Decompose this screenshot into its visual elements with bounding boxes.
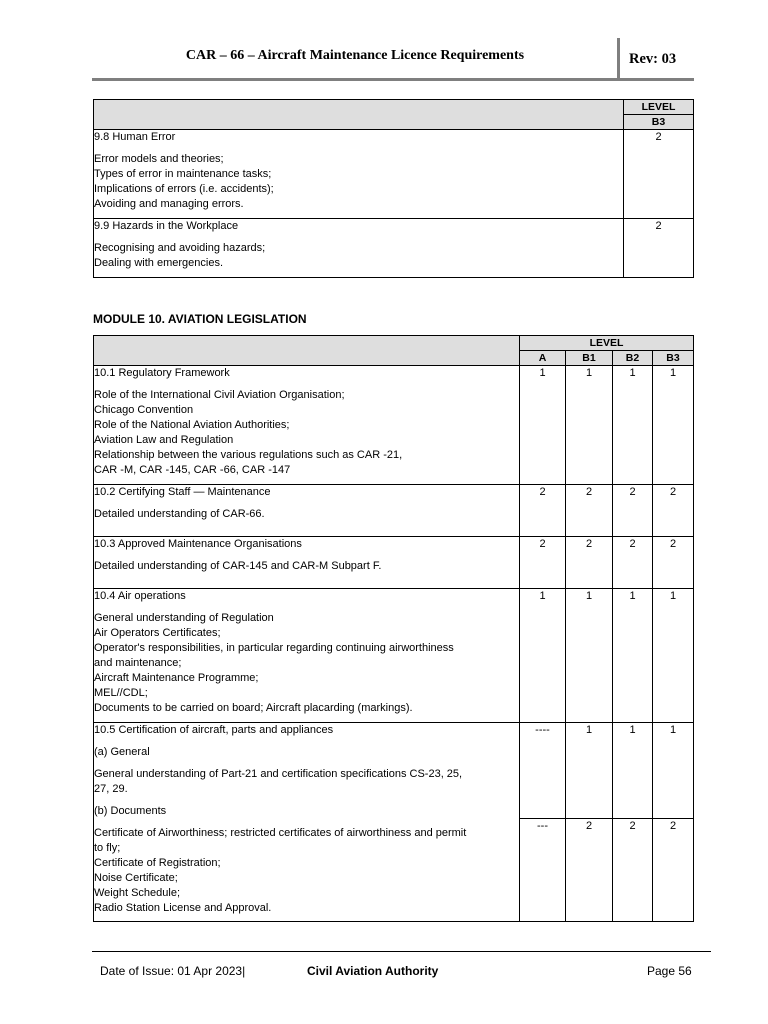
level-header: LEVEL: [520, 336, 694, 351]
topic-line: 27, 29.: [94, 783, 128, 795]
topic-line: Dealing with emergencies.: [94, 257, 224, 269]
level-value-b2: 1: [613, 589, 653, 723]
table-row: [94, 589, 694, 723]
level-value-b1: 1: [566, 366, 613, 485]
level-value-b1: 1: [566, 723, 613, 819]
topic-line: Role of the National Aviation Authorities;: [94, 419, 290, 431]
table-row: [94, 485, 694, 537]
level-header: LEVEL: [624, 100, 694, 115]
column-header-b2: B2: [613, 351, 653, 366]
column-header-a: A: [520, 351, 566, 366]
topic-line: Aviation Law and Regulation: [94, 434, 234, 446]
column-header-b3: B3: [653, 351, 694, 366]
table-header-blank: [94, 336, 520, 366]
topic-line: Documents to be carried on board; Aircraft placarding (markings).: [94, 702, 413, 714]
topic-cell: [94, 219, 624, 278]
column-header-b3: B3: [624, 115, 694, 130]
issue-date: Date of Issue: 01 Apr 2023|: [100, 964, 246, 978]
level-value-b1: 2: [566, 819, 613, 922]
level-value: 2: [624, 219, 694, 278]
topic-cell: [94, 485, 520, 537]
level-value: 2: [624, 130, 694, 219]
level-value-b3: 1: [653, 589, 694, 723]
topic-line: Relationship between the various regulations such as CAR -21,: [94, 449, 403, 461]
level-value-a: 1: [520, 589, 566, 723]
topic-line: General understanding of Part-21 and certification specifications CS-23, 25,: [94, 768, 463, 780]
topic-title: 10.2 Certifying Staff — Maintenance: [94, 486, 271, 498]
topic-line: Radio Station License and Approval.: [94, 902, 272, 914]
topic-title: 10.3 Approved Maintenance Organisations: [94, 538, 302, 550]
level-value-b3: 2: [653, 537, 694, 589]
document-title: CAR – 66 – Aircraft Maintenance Licence Requirements: [185, 48, 525, 63]
header-rule: [92, 78, 694, 81]
topic-line: Detailed understanding of CAR-145 and CAR-M Subpart F.: [94, 560, 382, 572]
table-row: [94, 537, 694, 589]
topic-line: Types of error in maintenance tasks;: [94, 168, 272, 180]
level-value-b2: 2: [613, 819, 653, 922]
footer-rule: [92, 951, 711, 952]
topic-line: Implications of errors (i.e. accidents);: [94, 183, 274, 195]
level-value-a: ----: [520, 723, 566, 819]
topic-cell: [94, 589, 520, 723]
topic-line: Certificate of Registration;: [94, 857, 221, 869]
topic-cell: [94, 723, 520, 922]
module10-table: [93, 335, 694, 922]
level-value-a: 1: [520, 366, 566, 485]
subsection-heading: (b) Documents: [94, 805, 167, 817]
level-value-b2: 2: [613, 485, 653, 537]
topic-line: CAR -M, CAR -145, CAR -66, CAR -147: [94, 464, 291, 476]
table-row: [94, 130, 694, 219]
table-row: [94, 723, 694, 819]
column-header-b1: B1: [566, 351, 613, 366]
topic-line: Operator's responsibilities, in particular regarding continuing airworthiness: [94, 642, 454, 654]
topic-title: 10.1 Regulatory Framework: [94, 367, 230, 379]
table-row: [94, 219, 694, 278]
topic-line: Error models and theories;: [94, 153, 224, 165]
level-value-b3: 2: [653, 485, 694, 537]
topic-line: Noise Certificate;: [94, 872, 178, 884]
table-row: [94, 366, 694, 485]
module-heading: MODULE 10. AVIATION LEGISLATION: [93, 312, 307, 326]
revision-label: Rev: 03: [629, 51, 677, 67]
level-value-b2: 2: [613, 537, 653, 589]
header-divider: [617, 38, 620, 80]
level-value-b3: 1: [653, 366, 694, 485]
level-value-b3: 1: [653, 723, 694, 819]
topic-line: Detailed understanding of CAR-66.: [94, 508, 265, 520]
level-value-a: ---: [520, 819, 566, 922]
topic-cell: [94, 537, 520, 589]
module9-table: [93, 99, 694, 278]
topic-title: 10.5 Certification of aircraft, parts and appliances: [94, 724, 334, 736]
table-header-blank: [94, 100, 624, 130]
topic-line: Weight Schedule;: [94, 887, 181, 899]
topic-title: 9.9 Hazards in the Workplace: [94, 220, 239, 232]
level-value-a: 2: [520, 485, 566, 537]
level-value-b3: 2: [653, 819, 694, 922]
level-value-b2: 1: [613, 723, 653, 819]
topic-title: 10.4 Air operations: [94, 590, 186, 602]
topic-line: Recognising and avoiding hazards;: [94, 242, 266, 254]
level-value-a: 2: [520, 537, 566, 589]
page-number: Page 56: [647, 964, 692, 978]
authority-name: Civil Aviation Authority: [307, 964, 439, 978]
topic-line: and maintenance;: [94, 657, 182, 669]
level-value-b2: 1: [613, 366, 653, 485]
topic-cell: [94, 130, 624, 219]
topic-line: General understanding of Regulation: [94, 612, 274, 624]
topic-line: Role of the International Civil Aviation Organisation;: [94, 389, 345, 401]
level-value-b1: 1: [566, 589, 613, 723]
subsection-heading: (a) General: [94, 746, 150, 758]
topic-cell: [94, 366, 520, 485]
topic-line: Air Operators Certificates;: [94, 627, 221, 639]
topic-line: Chicago Convention: [94, 404, 194, 416]
topic-line: to fly;: [94, 842, 121, 854]
topic-line: Avoiding and managing errors.: [94, 198, 244, 210]
topic-line: MEL//CDL;: [94, 687, 148, 699]
level-value-b1: 2: [566, 485, 613, 537]
level-value-b1: 2: [566, 537, 613, 589]
topic-title: 9.8 Human Error: [94, 131, 176, 143]
topic-line: Certificate of Airworthiness; restricted certificates of airworthiness and permit: [94, 827, 467, 839]
topic-line: Aircraft Maintenance Programme;: [94, 672, 259, 684]
